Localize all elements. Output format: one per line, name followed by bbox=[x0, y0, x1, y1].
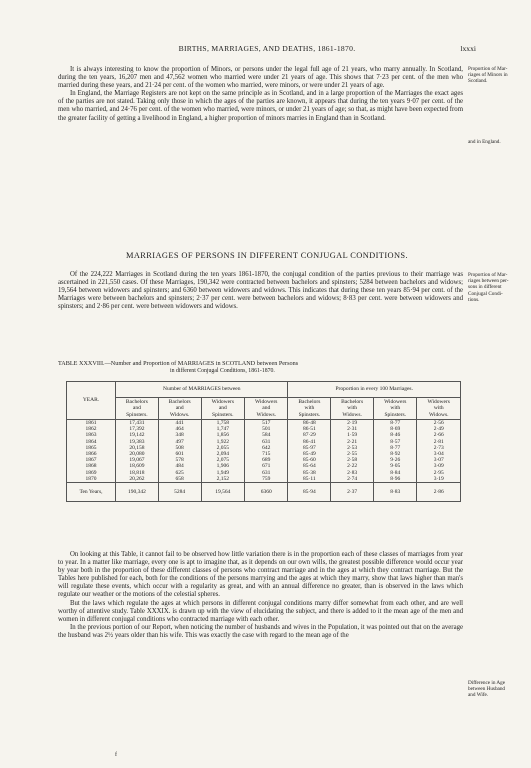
table-row bbox=[67, 420, 461, 427]
value-cell: 20,262 bbox=[116, 476, 159, 483]
year-cell: 1870 bbox=[67, 476, 116, 483]
sidenote-line: between Husband bbox=[468, 686, 506, 693]
value-cell: 87·29 bbox=[288, 432, 331, 438]
sidenote-conjugal bbox=[468, 272, 528, 303]
column-header-line: Spinsters. bbox=[126, 411, 148, 418]
page-number: lxxxi bbox=[460, 44, 476, 53]
conjugal-section bbox=[58, 271, 463, 311]
sidenote-england bbox=[468, 139, 528, 145]
value-cell: 8·77 bbox=[374, 445, 417, 451]
value-cell: 2,094 bbox=[201, 451, 244, 457]
value-cell: 2·31 bbox=[331, 426, 374, 432]
value-cell: 2·19 bbox=[331, 420, 374, 427]
value-cell: 19,067 bbox=[116, 457, 159, 463]
column-header-line: Spinsters. bbox=[212, 411, 234, 418]
column-header-line: Widows. bbox=[342, 411, 362, 418]
paragraph-laws: But the laws which regulate the ages at which persons in different conjugal conditions marry differ somewhat from each other, and are well worthy of attentive study. Table XXXIX. is drawn up with the view of elucidating the subject, and there is added to it the mean age of the men and women in different conjugal conditions who contracted marriage with each other. bbox=[58, 599, 463, 623]
value-cell: 508 bbox=[158, 445, 201, 451]
value-cell: 2·95 bbox=[417, 470, 461, 476]
value-cell: 2·49 bbox=[417, 426, 461, 432]
value-cell: 2·66 bbox=[417, 432, 461, 438]
value-cell: 759 bbox=[245, 476, 288, 483]
paragraph-minors-england: In England, the Marriage Registers are not kept on the same principle as in Scotland, and in a large proportion of the Marriages the exact ages of the parties are not stated. Taking only those in which the ages of the parties are known, it appears that during the ten years 9·07 per cent. of the men who married, and 24·76 per cent. of the women who married, were minors, or under 21 years of age; so that, as might have been expected from the greater facility of getting a livelihood in England, a higher proportion of minors marries in England than in Scotland. bbox=[58, 90, 463, 122]
column-header-line: with bbox=[304, 405, 315, 412]
running-title: BIRTHS, MARRIAGES, AND DEATHS, 1861-1870. bbox=[178, 44, 356, 53]
value-cell: 2·53 bbox=[331, 445, 374, 451]
value-cell: 8·69 bbox=[374, 426, 417, 432]
value-cell: 17,392 bbox=[116, 426, 159, 432]
value-cell: 19,142 bbox=[116, 432, 159, 438]
paragraph-variation: On looking at this Table, it cannot fail to be observed how little variation there is in the proportion each of these classes of marriages from year to year. In a matter like marriage, every one is apt to imagine that, as it depends on our own wills, the greatest possible difference would occur year by year both in the proportion of these different classes of persons who contract marriage and in the ages at which they contract marriage. But the Tables here published for each, both for the conditions of the persons marrying and the ages at which they marry, show that laws higher than man's will regulate these events, which occur with a regularity as great, and with an annual difference no greater, than is observed in the laws which regulate our weather or the motions of the celestial spheres. bbox=[58, 551, 463, 599]
value-cell: 1,906 bbox=[201, 463, 244, 469]
value-cell: 8·92 bbox=[374, 451, 417, 457]
group-header-proportion: Proportion in every 100 Marriages. bbox=[288, 382, 461, 398]
value-cell: 8·84 bbox=[374, 470, 417, 476]
value-cell: 2,152 bbox=[201, 476, 244, 483]
column-header bbox=[417, 398, 461, 420]
total-value-cell: 6360 bbox=[245, 483, 288, 502]
value-cell: 85·11 bbox=[288, 476, 331, 483]
column-header-line: with bbox=[347, 405, 358, 412]
column-header-line: with bbox=[433, 405, 444, 412]
sidenote-line: Conjugal Condi- bbox=[468, 290, 503, 297]
column-header-line: Widows. bbox=[256, 411, 276, 418]
total-value-cell: 85·94 bbox=[288, 483, 331, 502]
year-cell: 1869 bbox=[67, 470, 116, 476]
running-header bbox=[58, 44, 476, 56]
total-value-cell: 19,564 bbox=[201, 483, 244, 502]
value-cell: 501 bbox=[245, 426, 288, 432]
group-header-number: Number of MARRIAGES between bbox=[116, 382, 288, 398]
value-cell: 8·57 bbox=[374, 439, 417, 445]
sidenote-line: Proportion of Mar- bbox=[468, 66, 508, 72]
sidenote-age-difference bbox=[468, 680, 528, 699]
value-cell: 86·41 bbox=[288, 439, 331, 445]
value-cell: 2·58 bbox=[331, 457, 374, 463]
value-cell: 464 bbox=[158, 426, 201, 432]
column-header-line: Bachelors bbox=[125, 399, 148, 406]
year-cell: 1861 bbox=[67, 420, 116, 427]
value-cell: 1,747 bbox=[201, 426, 244, 432]
column-header bbox=[116, 398, 159, 420]
column-header-line: Widowers bbox=[211, 399, 234, 406]
closing-section bbox=[58, 551, 463, 640]
value-cell: 8·77 bbox=[374, 420, 417, 427]
section-heading: MARRIAGES OF PERSONS IN DIFFERENT CONJUGAL CONDITIONS. bbox=[126, 251, 408, 260]
value-cell: 1·59 bbox=[331, 432, 374, 438]
value-cell: 484 bbox=[158, 463, 201, 469]
value-cell: 85·97 bbox=[288, 445, 331, 451]
value-cell: 2·83 bbox=[331, 470, 374, 476]
column-header bbox=[245, 398, 288, 420]
year-cell: 1865 bbox=[67, 445, 116, 451]
value-cell: 348 bbox=[158, 432, 201, 438]
value-cell: 2·73 bbox=[417, 445, 461, 451]
sidenote-line: Proportion of Mar- bbox=[468, 272, 508, 278]
sidenote-minors-scotland bbox=[468, 66, 528, 85]
total-value-cell: 2·86 bbox=[417, 483, 461, 502]
paragraph-age-difference: In the previous portion of our Report, when noticing the number of husbands and wives in the Population, it was pointed out that on the average the husband was 2½ years older than his wife. This was exactly the case with regard to the mean age of the bbox=[58, 623, 463, 639]
value-cell: 85·60 bbox=[288, 457, 331, 463]
value-cell: 715 bbox=[245, 451, 288, 457]
column-header bbox=[331, 398, 374, 420]
column-header-line: and bbox=[262, 405, 271, 412]
value-cell: 1,949 bbox=[201, 470, 244, 476]
column-header-line: Bachelors bbox=[168, 399, 191, 406]
value-cell: 2·22 bbox=[331, 463, 374, 469]
year-cell: 1866 bbox=[67, 451, 116, 457]
sidenote-line: sons in different bbox=[468, 284, 502, 291]
year-cell: 1864 bbox=[67, 439, 116, 445]
value-cell: 86·51 bbox=[288, 426, 331, 432]
year-cell: 1863 bbox=[67, 432, 116, 438]
value-cell: 9·26 bbox=[374, 457, 417, 463]
column-header-line: Bachelors bbox=[341, 399, 364, 406]
value-cell: 85·49 bbox=[288, 451, 331, 457]
value-cell: 3·07 bbox=[417, 457, 461, 463]
year-cell: 1867 bbox=[67, 457, 116, 463]
value-cell: 20,080 bbox=[116, 451, 159, 457]
paragraph-conjugal-conditions: Of the 224,222 Marriages in Scotland during the ten years 1861-1870, the conjugal condition of the parties previous to their marriage was ascertained in 221,550 cases. Of these Marriages, 190,342 were contracted between bachelors and spinsters; 5284 between bachelors and widows; 19,564 between widowers and spinsters; and 6360 between widowers and widows. This indicates that during these ten years 85·94 per cent. of the Marriages were between bachelors and spinsters; 2·37 per cent. were between bachelors and widows; 8·83 per cent. were between widowers and spinsters; and 2·86 per cent. were between widowers and widows. bbox=[58, 271, 463, 311]
intro-section bbox=[58, 66, 463, 123]
value-cell: 3·19 bbox=[417, 476, 461, 483]
value-cell: 625 bbox=[158, 470, 201, 476]
column-header-line: and bbox=[218, 405, 227, 412]
value-cell: 2,075 bbox=[201, 457, 244, 463]
value-cell: 2·21 bbox=[331, 439, 374, 445]
value-cell: 3·09 bbox=[417, 463, 461, 469]
value-cell: 689 bbox=[245, 457, 288, 463]
sidenote-line: Difference in Age bbox=[468, 680, 506, 686]
value-cell: 17,431 bbox=[116, 420, 159, 427]
value-cell: 2·56 bbox=[417, 420, 461, 427]
table-caption-subtitle: in different Conjugal Conditions, 1861-1870. bbox=[170, 367, 275, 374]
value-cell: 584 bbox=[245, 432, 288, 438]
value-cell: 658 bbox=[158, 476, 201, 483]
column-header-line: Widows. bbox=[169, 411, 190, 418]
column-header-line: Widowers bbox=[427, 399, 450, 406]
value-cell: 8·96 bbox=[374, 476, 417, 483]
value-cell: 18,818 bbox=[116, 470, 159, 476]
column-header bbox=[288, 398, 331, 420]
total-value-cell: 8·83 bbox=[374, 483, 417, 502]
value-cell: 2·74 bbox=[331, 476, 374, 483]
value-cell: 441 bbox=[158, 420, 201, 427]
year-cell: 1862 bbox=[67, 426, 116, 432]
column-header-line: Widows. bbox=[428, 411, 449, 418]
column-header bbox=[158, 398, 201, 420]
total-value-cell: 5284 bbox=[158, 483, 201, 502]
value-cell: 85·64 bbox=[288, 463, 331, 469]
sidenote-line: and in England. bbox=[468, 139, 501, 145]
value-cell: 3·04 bbox=[417, 451, 461, 457]
value-cell: 631 bbox=[245, 439, 288, 445]
value-cell: 1,758 bbox=[201, 420, 244, 427]
value-cell: 19,383 bbox=[116, 439, 159, 445]
value-cell: 642 bbox=[245, 445, 288, 451]
sidenote-line: and Wife. bbox=[468, 692, 489, 699]
paragraph-minors-scotland: It is always interesting to know the proportion of Minors, or persons under the legal full age of 21 years, who marry annually. In Scotland, during the ten years, 16,207 men and 47,562 women who married were under 21 years of age. This shows that 7·23 per cent. of the men who married during these years, and 21·24 per cent. of the women who married, were minors, or were under 21 years of age. bbox=[58, 66, 463, 90]
table-row bbox=[67, 476, 461, 483]
signature-mark: f bbox=[115, 752, 117, 758]
value-cell: 85·38 bbox=[288, 470, 331, 476]
value-cell: 2·81 bbox=[417, 439, 461, 445]
value-cell: 1,922 bbox=[201, 439, 244, 445]
column-header-line: and bbox=[175, 405, 184, 412]
value-cell: 20,158 bbox=[116, 445, 159, 451]
column-header-line: Spinsters. bbox=[384, 411, 407, 418]
year-cell: 1868 bbox=[67, 463, 116, 469]
column-header-line: Bachelors bbox=[298, 399, 321, 406]
total-label-cell: Ten Years, bbox=[67, 483, 116, 502]
value-cell: 8·46 bbox=[374, 432, 417, 438]
year-header: YEAR. bbox=[67, 382, 116, 420]
total-value-cell: 190,342 bbox=[116, 483, 159, 502]
column-header bbox=[374, 398, 417, 420]
sidenote-line: riages between per- bbox=[468, 278, 509, 285]
column-header-line: Spinsters. bbox=[298, 411, 321, 418]
value-cell: 497 bbox=[158, 439, 201, 445]
value-cell: 2·55 bbox=[331, 451, 374, 457]
sidenote-line: tions. bbox=[468, 296, 480, 303]
column-header-line: Widowers bbox=[255, 399, 278, 406]
sidenote-line: Scotland. bbox=[468, 78, 488, 85]
column-header bbox=[201, 398, 244, 420]
value-cell: 601 bbox=[158, 451, 201, 457]
value-cell: 517 bbox=[245, 420, 288, 427]
value-cell: 578 bbox=[158, 457, 201, 463]
value-cell: 9·05 bbox=[374, 463, 417, 469]
value-cell: 671 bbox=[245, 463, 288, 469]
value-cell: 631 bbox=[245, 470, 288, 476]
value-cell: 2,055 bbox=[201, 445, 244, 451]
sidenote-line: riages of Minors in bbox=[468, 72, 508, 79]
column-header-line: and bbox=[132, 405, 141, 412]
total-value-cell: 2·37 bbox=[331, 483, 374, 502]
value-cell: 86·48 bbox=[288, 420, 331, 427]
column-header-line: Widowers bbox=[384, 399, 407, 406]
table-caption bbox=[58, 360, 476, 375]
total-row bbox=[67, 483, 461, 502]
value-cell: 18,609 bbox=[116, 463, 159, 469]
table-caption-title: TABLE XXXVIII.—Number and Proportion of MARRIAGES in SCOTLAND between Persons bbox=[58, 360, 299, 367]
marriages-table bbox=[66, 381, 461, 502]
column-header-line: with bbox=[390, 405, 401, 412]
value-cell: 1,856 bbox=[201, 432, 244, 438]
